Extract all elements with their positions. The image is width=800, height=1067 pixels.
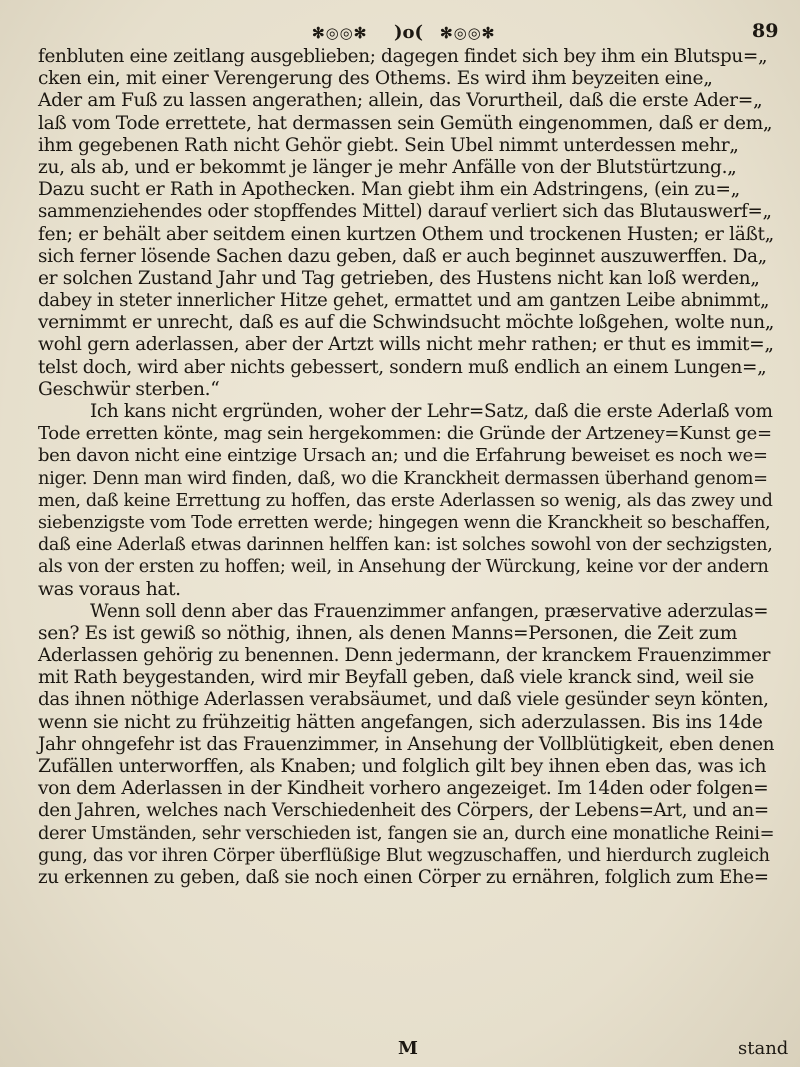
text-line: Jahr ohngefehr ist das Frauenzimmer, in Ansehung der Vollblütigkeit, eben denen [38,733,775,755]
text-line: Tode erretten könte, mag sein hergekommen: die Gründe der Artzeney=Kunst ge= [38,423,772,445]
signature-mark: M [398,1038,418,1059]
text-line: cken ein, mit einer Verengerung des Othems. Es wird ihm beyzeiten eine„ [38,68,713,90]
text-line: dabey in steter innerlicher Hitze gehet, ermattet und am gantzen Leibe abnimmt„ [38,290,770,312]
text-line: Wenn soll denn aber das Frauenzimmer anfangen, præservative aderzulas= [90,600,769,622]
text-line: wohl gern aderlassen, aber der Artzt wills nicht mehr rathen; er thut es immit=„ [38,334,774,356]
text-line: wenn sie nicht zu frühzeitig hätten angefangen, sich aderzulassen. Bis ins 14de [38,711,763,733]
text-line: Ich kans nicht ergründen, woher der Lehr=Satz, daß die erste Aderlaß vom [90,401,773,422]
text-line: men, daß keine Errettung zu hoffen, das erste Aderlassen so wenig, als das zwey und [38,490,773,511]
text-line: sen? Es ist gewiß so nöthig, ihnen, als denen Manns=Personen, die Zeit zum [38,622,738,644]
text-line: fenbluten eine zeitlang ausgeblieben; dagegen findet sich bey ihm ein Blutspu=„ [38,46,768,67]
text-line: derer Umständen, sehr verschieden ist, fangen sie an, durch eine monatliche Reini= [38,822,775,844]
text-line: von dem Aderlassen in der Kindheit vorhero angezeiget. Im 14den oder folgen= [38,778,769,800]
page-header [0,12,800,42]
text-line: laß vom Tode errettete, hat dermassen sein Gemüth eingenommen, daß er dem„ [38,112,773,134]
text-line: was voraus hat. [38,578,181,600]
text-line: Aderlassen gehörig zu benennen. Denn jedermann, der kranckem Frauenzimmer [38,645,771,667]
text-line: den Jahren, welches nach Verschiedenheit des Cörpers, der Lebens=Art, und an= [38,800,769,822]
text-line: Ader am Fuß zu lassen angerathen; allein, das Vorurtheil, daß die erste Ader=„ [38,90,763,112]
body-text [38,46,774,889]
paragraph [38,401,774,601]
text-line: ihm gegebenen Rath nicht Gehör giebt. Sein Ubel nimmt unterdessen mehr„ [38,134,739,156]
text-line: ben davon nicht eine eintzige Ursach an; und die Erfahrung beweiset es noch we= [38,445,768,467]
ornament-left: ✻◎◎✻ [312,24,368,42]
text-line: sammenziehendes oder stopffendes Mittel) darauf verliert sich das Blutauswerf=„ [38,201,772,223]
text-line: Dazu sucht er Rath in Apothecken. Man giebt ihm ein Adstringens, (ein zu=„ [38,179,740,201]
page-footer [0,1038,800,1062]
text-line: Geschwür sterben.“ [38,378,220,400]
header-separator: )o( [394,22,424,43]
text-line: vernimmt er unrecht, daß es auf die Schwindsucht möchte loßgehen, wolte nun„ [38,312,775,334]
text-line: telst doch, wird aber nichts gebessert, sondern muß endlich an einem Lungen=„ [38,356,767,378]
text-line: das ihnen nöthige Aderlassen verabsäumet, und daß viele gesünder seyn könten, [38,689,769,711]
text-line: Zufällen unterworffen, als Knaben; und folglich gilt bey ihnen eben das, was ich [38,756,767,777]
text-line: fen; er behält aber seitdem einen kurtzen Othem und trockenen Husten; er läßt„ [38,223,774,245]
text-line: als von der ersten zu hoffen; weil, in Ansehung der Würckung, keine vor der andern [38,556,769,578]
text-line: gung, das vor ihren Cörper überflüßige Blut wegzuschaffen, und hierdurch zugleich [38,844,770,866]
paragraph [38,46,774,401]
ornament-right: ✻◎◎✻ [440,24,496,42]
text-line: zu, als ab, und er bekommt je länger je mehr Anfälle von der Blutstürtzung.„ [38,156,737,178]
text-line: siebenzigste vom Tode erretten werde; hingegen wenn die Kranckheit so beschaffen, [38,512,771,533]
text-line: mit Rath beygestanden, wird mir Beyfall geben, daß viele kranck sind, weil sie [38,667,754,689]
catchword: stand [738,1038,789,1059]
text-line: niger. Denn man wird finden, daß, wo die Kranckheit dermassen überhand genom= [38,467,768,489]
page-number: 89 [752,20,779,42]
text-line: er solchen Zustand Jahr und Tag getrieben, des Hustens nicht kan loß werden„ [38,267,760,289]
text-line: daß eine Aderlaß etwas darinnen helffen kan: ist solches sowohl von der sechzigsten, [38,535,773,556]
paragraph [38,601,774,889]
text-line: sich ferner lösende Sachen dazu geben, daß er auch beginnet auszuwerffen. Da„ [38,245,767,267]
text-line: zu erkennen zu geben, daß sie noch einen Cörper zu ernähren, folglich zum Ehe= [38,866,769,888]
